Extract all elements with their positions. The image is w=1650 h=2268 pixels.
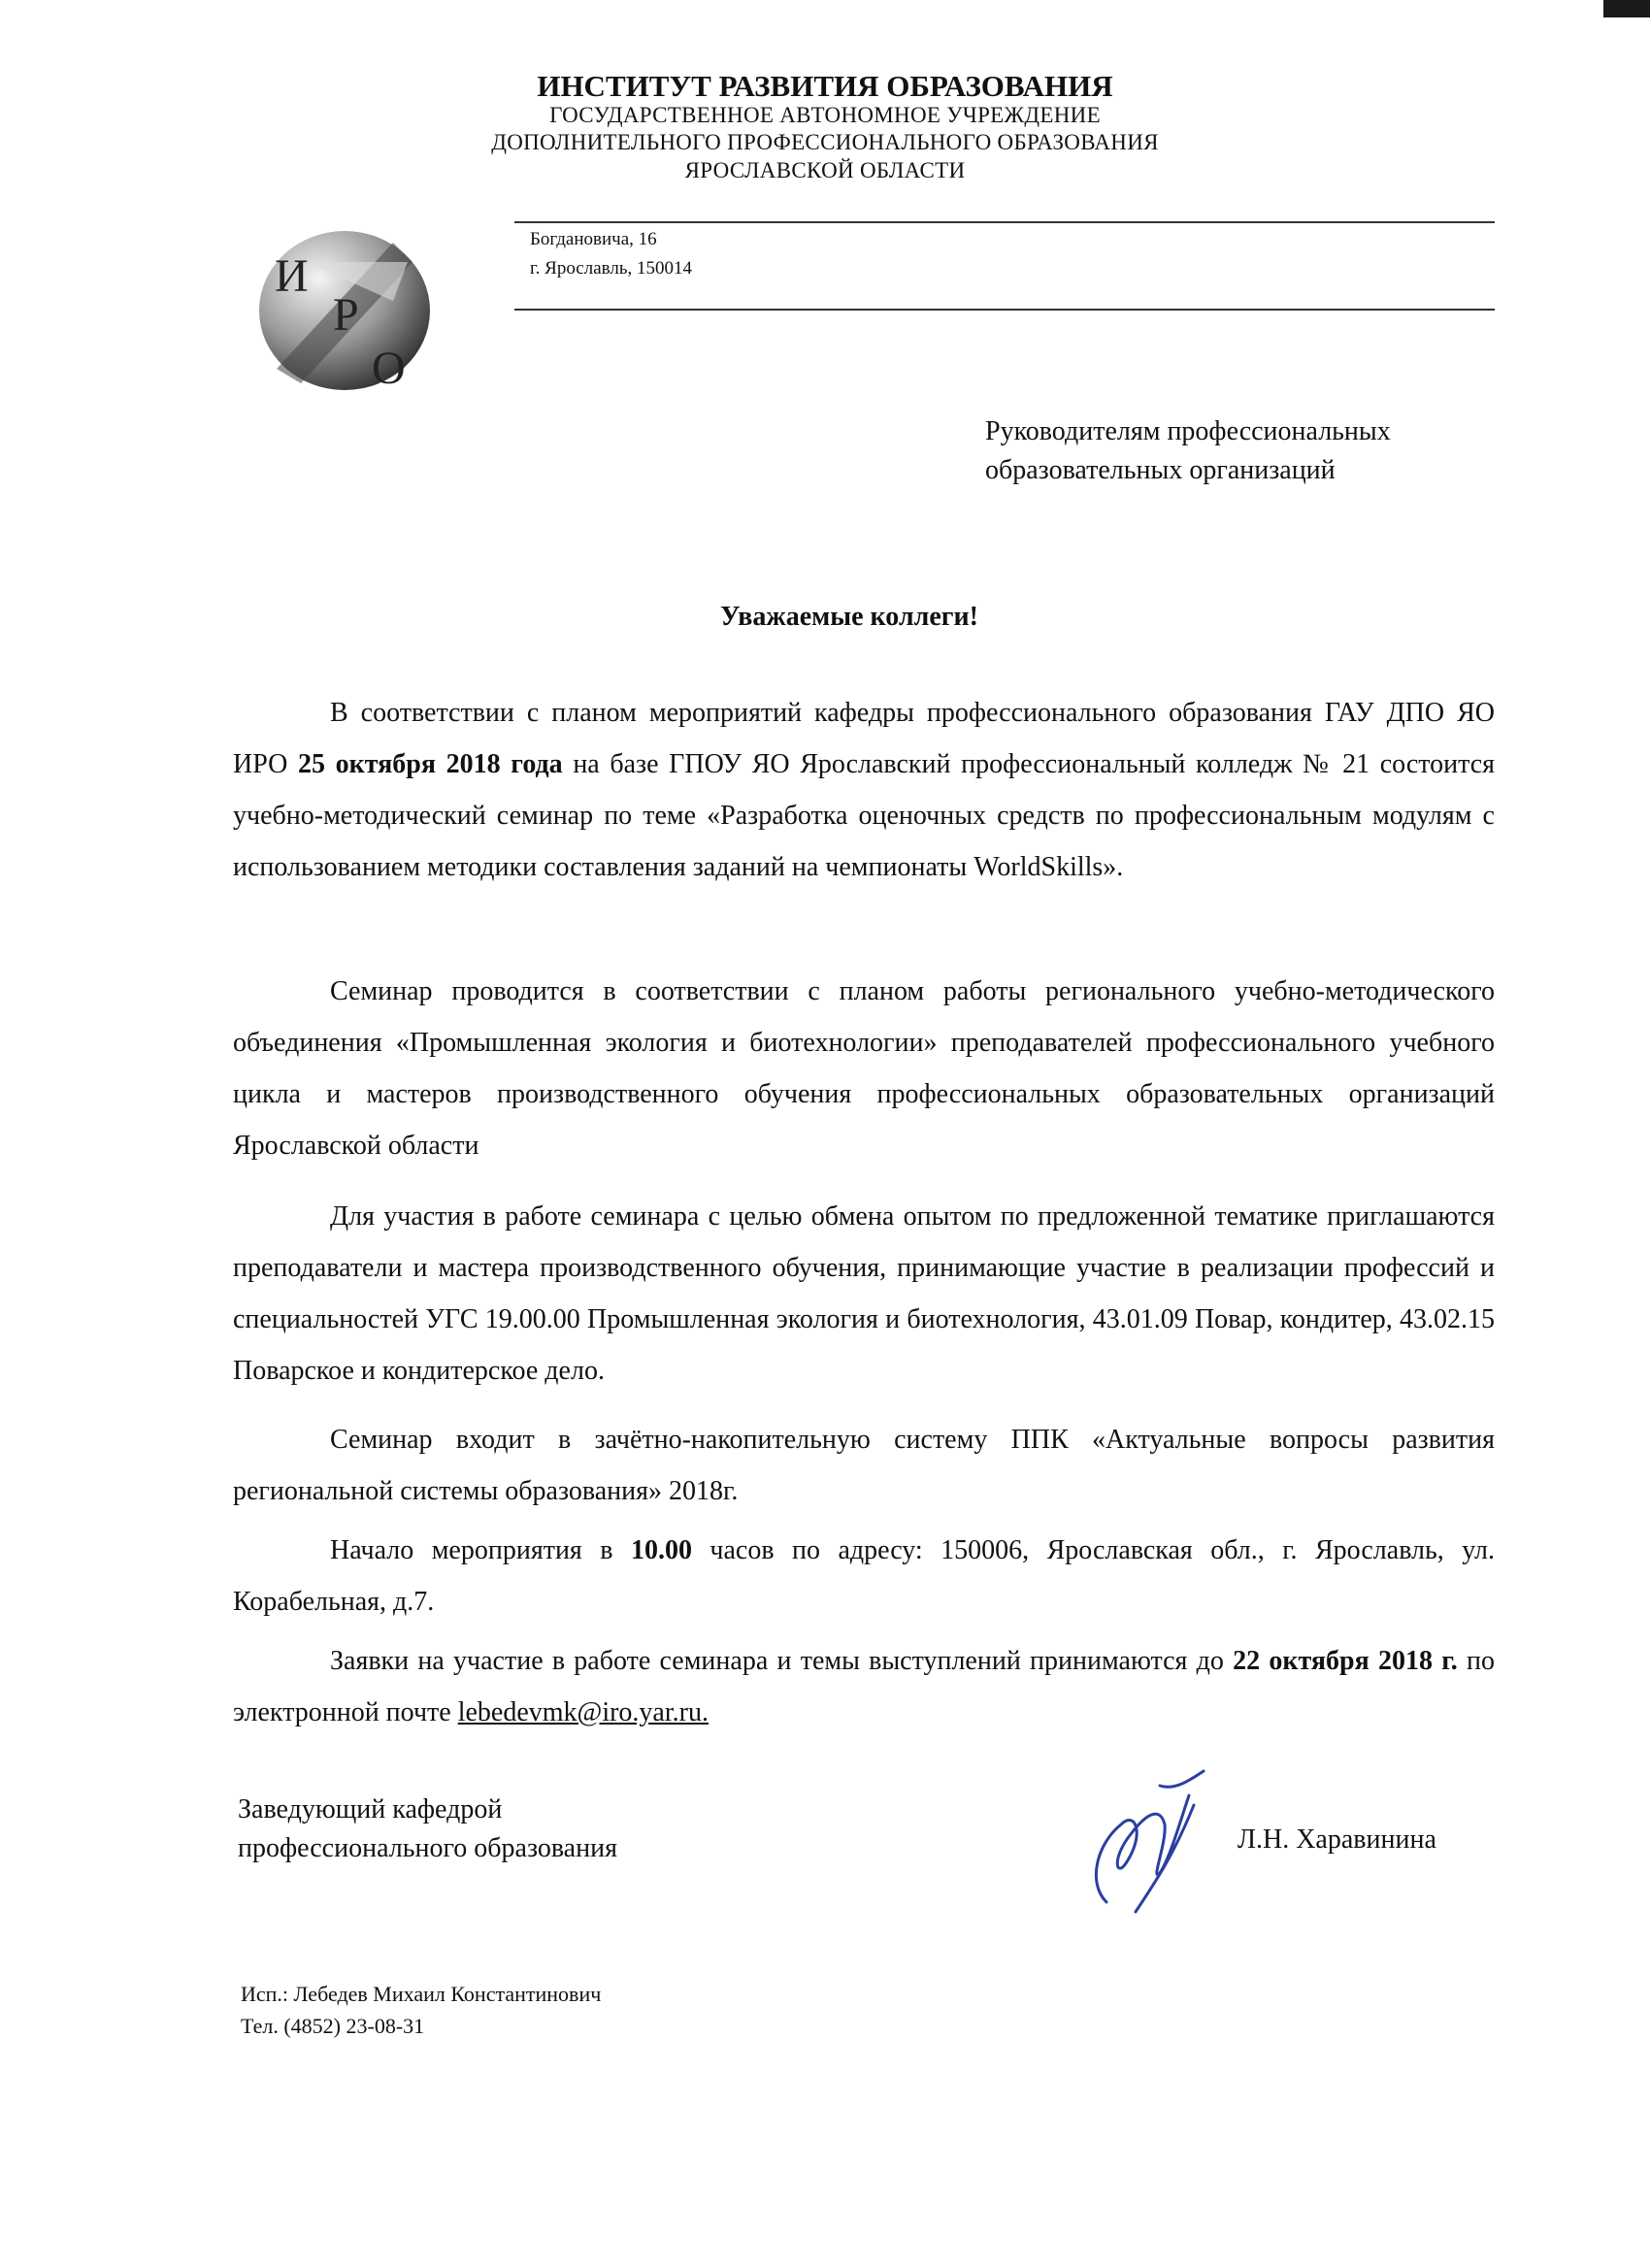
p1-text-b: на базе ГПОУ ЯО Ярославский профессиональный колледж № 21 состоится учебно-методический семинар по теме «Разработка оценочных средств по профессиональным модулям с использованием методики составления заданий на чемпионаты WorldSkills». [233, 749, 1496, 882]
p6-text-a: Заявки на участие в работе семинара и темы выступлений принимаются до [330, 1646, 1234, 1676]
paragraph-4: Семинар входит в зачётно-накопительную систему ППК «Актуальные вопросы развития региональной системы образования» 2018г. [233, 1425, 1495, 1506]
logo-letter-r: Р [333, 289, 359, 341]
greeting: Уважаемые коллеги! [720, 602, 978, 632]
header-rule-bottom [514, 309, 1495, 311]
p5-time: 10.00 [630, 1535, 692, 1565]
email-link[interactable]: lebedevmk@iro.yar.ru. [457, 1697, 709, 1727]
p6-deadline: 22 октября 2018 г. [1233, 1646, 1458, 1676]
p5-text-b: часов по адресу: 150006, Ярославская обл., г. Ярославль, ул. Корабельная, д.7. [233, 1535, 1495, 1617]
executor-phone: Тел. (4852) 23-08-31 [241, 2014, 425, 2038]
handwritten-signature [1068, 1766, 1213, 1917]
signatory-position-line-1: Заведующий кафедрой [238, 1794, 503, 1824]
iro-logo [248, 223, 442, 393]
contact-block [241, 1978, 601, 2042]
p6-text-b: по электронной почте [233, 1646, 1495, 1727]
paragraph-2: Семинар проводится в соответствии с планом работы регионального учебно-методического объединения «Промышленная экология и биотехнологии» преподавателей профессионального учебного цикла и мастеров производственного обучения профессиональных образовательных организаций Ярославской области [233, 976, 1495, 1161]
recipient-line-2: образовательных организаций [985, 455, 1336, 485]
paragraph-3: Для участия в работе семинара с целью обмена опытом по предложенной тематике приглашаются преподаватели и мастера производственного обучения, принимающие участие в реализации профессий и специальностей УГС 19.00.00 Промышленная экология и биотехнология, 43.01.09 Повар, кондитер, 43.02.15 Поварское и кондитерское дело. [233, 1201, 1495, 1386]
address-city: г. Ярославль, 150014 [530, 258, 693, 279]
signatory-position-line-2: профессионального образования [238, 1833, 617, 1863]
org-line-1: ГОСУДАРСТВЕННОЕ АВТОНОМНОЕ УЧРЕЖДЕНИЕ [549, 103, 1101, 127]
executor-name: Исп.: Лебедев Михаил Константинович [241, 1982, 602, 2006]
org-line-2: ДОПОЛНИТЕЛЬНОГО ПРОФЕССИОНАЛЬНОГО ОБРАЗОВАНИЯ [491, 130, 1159, 154]
org-name: ИНСТИТУТ РАЗВИТИЯ ОБРАЗОВАНИЯ [537, 69, 1113, 103]
recipient-line-1: Руководителям профессиональных [985, 416, 1391, 446]
paragraph-1 [233, 687, 1495, 893]
p1-date: 25 октября 2018 года [298, 749, 563, 779]
logo-letter-o: О [372, 343, 406, 393]
address-street: Богдановича, 16 [530, 229, 657, 249]
p5-text-a: Начало мероприятия в [330, 1535, 631, 1565]
scan-edge-mark [1603, 0, 1650, 17]
org-line-3: ЯРОСЛАВСКОЙ ОБЛАСТИ [684, 158, 966, 182]
paragraph-6 [233, 1635, 1495, 1738]
logo-letter-i: И [275, 250, 309, 302]
signatory-name: Л.Н. Харавинина [1238, 1824, 1436, 1855]
paragraph-5 [233, 1525, 1495, 1627]
header-rule-top [514, 221, 1495, 223]
signatory-position [238, 1791, 617, 1868]
recipient-block [985, 412, 1391, 490]
p1-text-a: В соответствии с планом мероприятий кафедры профессионального образования ГАУ ДПО ЯО ИРО [233, 698, 1495, 779]
